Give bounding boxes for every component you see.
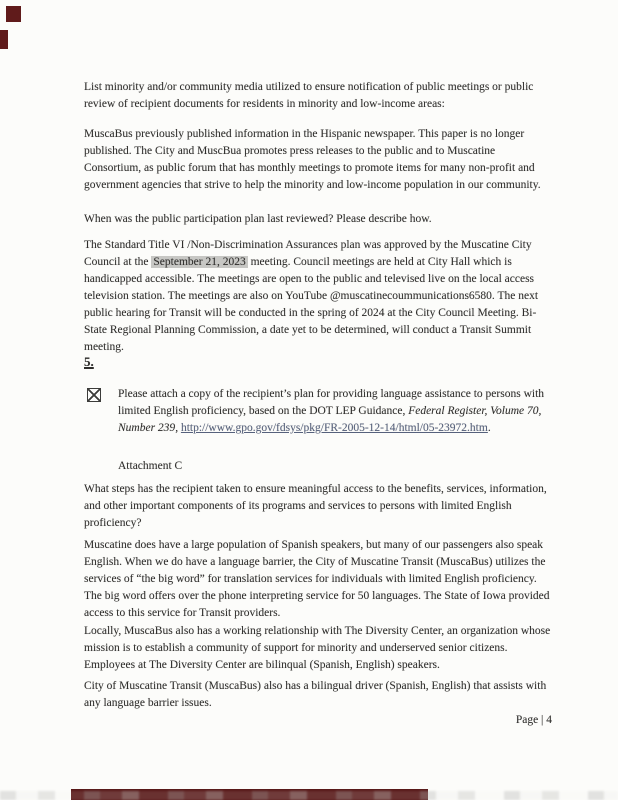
scan-mark-top-left (6, 6, 21, 22)
paragraph-bilingual-driver: City of Muscatine Transit (MuscaBus) also has a bilingual driver (Spanish, English) that assists with any language barrier issues. (84, 680, 547, 709)
paragraph-lep-answer: Muscatine does have a large population of Spanish speakers, but many of our passengers also speak English. When we do have a language barrier, the City of Muscatine Transit (MuscaBus) utilizes the services of “the big word” for translation services for individuals with limited English proficiency. The big word offers over the phone interpreting service for 50 languages. The State of Iowa provided access to this service for Transit providers. (84, 539, 550, 619)
paragraph-plan-review-answer (84, 237, 552, 356)
page-number: Page | 4 (515, 714, 552, 726)
plan-answer-post: meeting. Council meetings are held at City Hall which is handicapped accessible. The meetings are open to the public and televised live on the local access television station. The meetings are also on YouTube @muscatinecoummunications6580. The next public hearing for Transit will be conducted in the spring of 2024 at the City Council Meeting. Bi-State Regional Planning Commission, a date yet to be determined, will conduct a Transit Summit meeting. (84, 256, 539, 353)
paragraph-plan-review-question: When was the public participation plan last reviewed? Please describe how. (84, 213, 432, 225)
plan-answer-pre: The Standard Title VI /Non-Discrimination Assurances plan was approved by the Muscatine City Council at the (84, 239, 532, 268)
paragraph-lep-question: What steps has the recipient taken to ensure meaningful access to the benefits, services, information, and other important components of its programs and services to persons with limited English proficiency? (84, 483, 547, 529)
checked-checkbox-icon (87, 388, 101, 402)
attachment-c-label: Attachment C (118, 460, 183, 472)
paragraph-media-answer: MuscaBus previously published information in the Hispanic newspaper. This paper is no longer published. The City and MuscBua promotes press releases to the public and to Muscatine Consortium, as public forum that has monthly meetings to promote items for many non-profit and government agencies that strive to help the minority and low-income population in our community. (84, 128, 541, 191)
scan-edge-bottom (0, 791, 618, 800)
citation-separator: , (175, 422, 181, 434)
lep-attachment-item (87, 386, 552, 437)
paragraph-media-question: List minority and/or community media utilized to ensure notification of public meetings or public review of recipient documents for residents in minority and low-income areas: (84, 81, 534, 110)
sentence-period: . (487, 422, 491, 434)
highlighted-date: September 21, 2023 (153, 256, 246, 268)
federal-register-citation: Federal Register, Volume 70, Number 239 (118, 405, 542, 434)
gpo-hyperlink[interactable]: http://www.gpo.gov/fdsys/pkg/FR-2005-12-14/html/05-23972.htm (180, 422, 488, 434)
lep-attachment-text (118, 386, 552, 437)
paragraph-diversity-center: Locally, MuscaBus also has a working relationship with The Diversity Center, an organization whose mission is to establish a community of support for minority and underserved senior citizens. Employees at The Diversity Center are bilinqual (Spanish, English) speakers. (84, 625, 551, 671)
section-5-heading: 5. (84, 354, 94, 369)
lep-text-pre: Please attach a copy of the recipient’s plan for providing language assistance to persons with limited English proficiency, based on the DOT LEP Guidance, (118, 388, 545, 417)
scan-mark-left-edge (0, 30, 8, 49)
